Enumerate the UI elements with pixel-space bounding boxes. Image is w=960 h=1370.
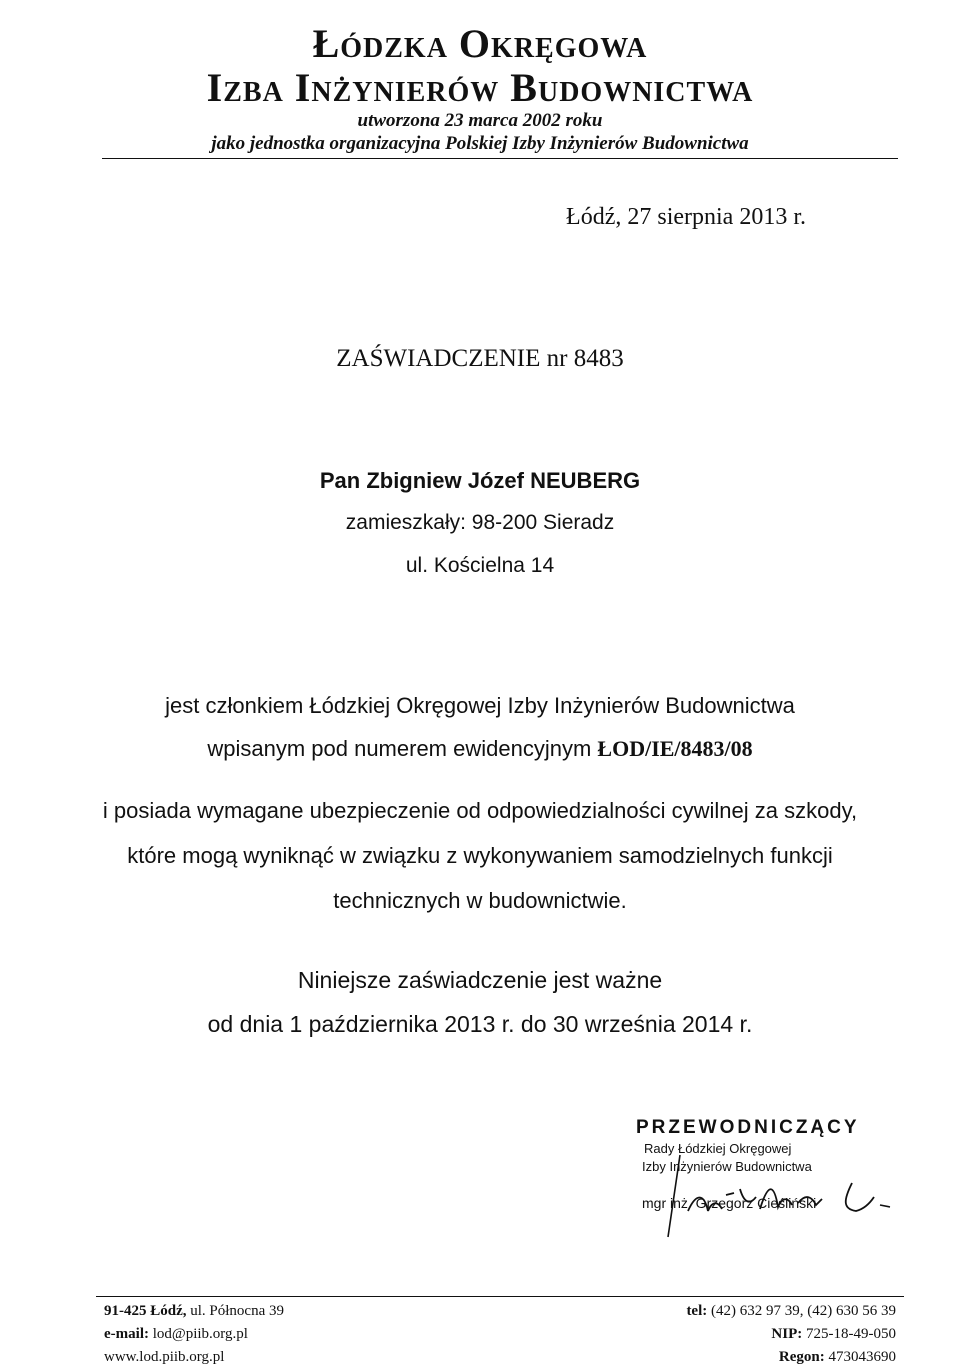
stamp-signatory-name: mgr inż. Grzegorz Cieśliński — [642, 1195, 817, 1211]
body-functions-line: technicznych w budownictwie. — [333, 888, 627, 913]
footer-regon — [779, 1349, 896, 1366]
footer-regon-label: Regon: — [778, 1349, 825, 1365]
footer-phone — [686, 1303, 896, 1320]
recipient-city: zamieszkały: 98-200 Sieradz — [345, 511, 615, 534]
document-date: Łódź, 27 sierpnia 2013 r. — [566, 204, 806, 230]
validity-period: od dnia 1 października 2013 r. do 30 września 2014 r. — [207, 1011, 753, 1037]
footer-divider — [96, 1296, 904, 1297]
header-founding-note: utworzona 23 marca 2002 roku — [357, 110, 603, 131]
stamp-title: PRZEWODNICZĄCY — [636, 1117, 860, 1138]
registration-number: ŁOD/IE/8483/08 — [597, 736, 753, 761]
recipient-name: Pan Zbigniew Józef NEUBERG — [319, 468, 641, 493]
header-unit-note: jako jednostka organizacyjna Polskiej Izby Inżynierów Budownictwa — [211, 133, 749, 154]
body-membership-line: jest członkiem Łódzkiej Okręgowej Izby Inżynierów Budownictwa — [165, 693, 795, 718]
registration-prefix: wpisanym pod numerem ewidencyjnym — [207, 736, 598, 761]
handwritten-signature — [656, 1153, 896, 1243]
chairman-stamp — [636, 1117, 896, 1237]
body-damages-line: które mogą wyniknąć w związku z wykonywaniem samodzielnych funkcji — [127, 843, 833, 868]
footer-address — [104, 1303, 284, 1320]
footer-nip-value: 725-18-49-050 — [802, 1326, 896, 1342]
body-insurance-line: i posiada wymagane ubezpieczenie od odpowiedzialności cywilnej za szkody, — [102, 798, 858, 823]
stamp-chamber-line: Izby Inżynierów Budownictwa — [642, 1159, 812, 1174]
body-registration-line — [0, 736, 960, 762]
footer-email-label: e-mail: — [104, 1326, 149, 1342]
footer-website[interactable]: www.lod.piib.org.pl — [104, 1349, 225, 1365]
recipient-street: ul. Kościelna 14 — [405, 554, 555, 577]
footer-email-value[interactable]: lod@piib.org.pl — [148, 1326, 248, 1342]
header-divider — [102, 158, 898, 159]
footer-postcode-city: 91-425 Łódź, — [104, 1303, 187, 1319]
footer-phone-value: (42) 632 97 39, (42) 630 56 39 — [707, 1303, 896, 1319]
header-organization-line2: Izba Inżynierów Budownictwa — [206, 65, 754, 110]
stamp-council-line: Rady Łódzkiej Okręgowej — [644, 1141, 792, 1156]
footer-nip-label: NIP: — [771, 1326, 803, 1342]
footer-street: ul. Północna 39 — [186, 1303, 284, 1319]
validity-statement: Niniejsze zaświadczenie jest ważne — [297, 967, 663, 993]
certificate-title: ZAŚWIADCZENIE nr 8483 — [336, 345, 624, 372]
footer-email — [104, 1326, 248, 1343]
footer-phone-label: tel: — [686, 1303, 708, 1319]
footer-regon-value: 473043690 — [824, 1349, 896, 1365]
footer-nip — [771, 1326, 896, 1343]
header-organization-line1: Łódzka Okręgowa — [312, 21, 648, 66]
